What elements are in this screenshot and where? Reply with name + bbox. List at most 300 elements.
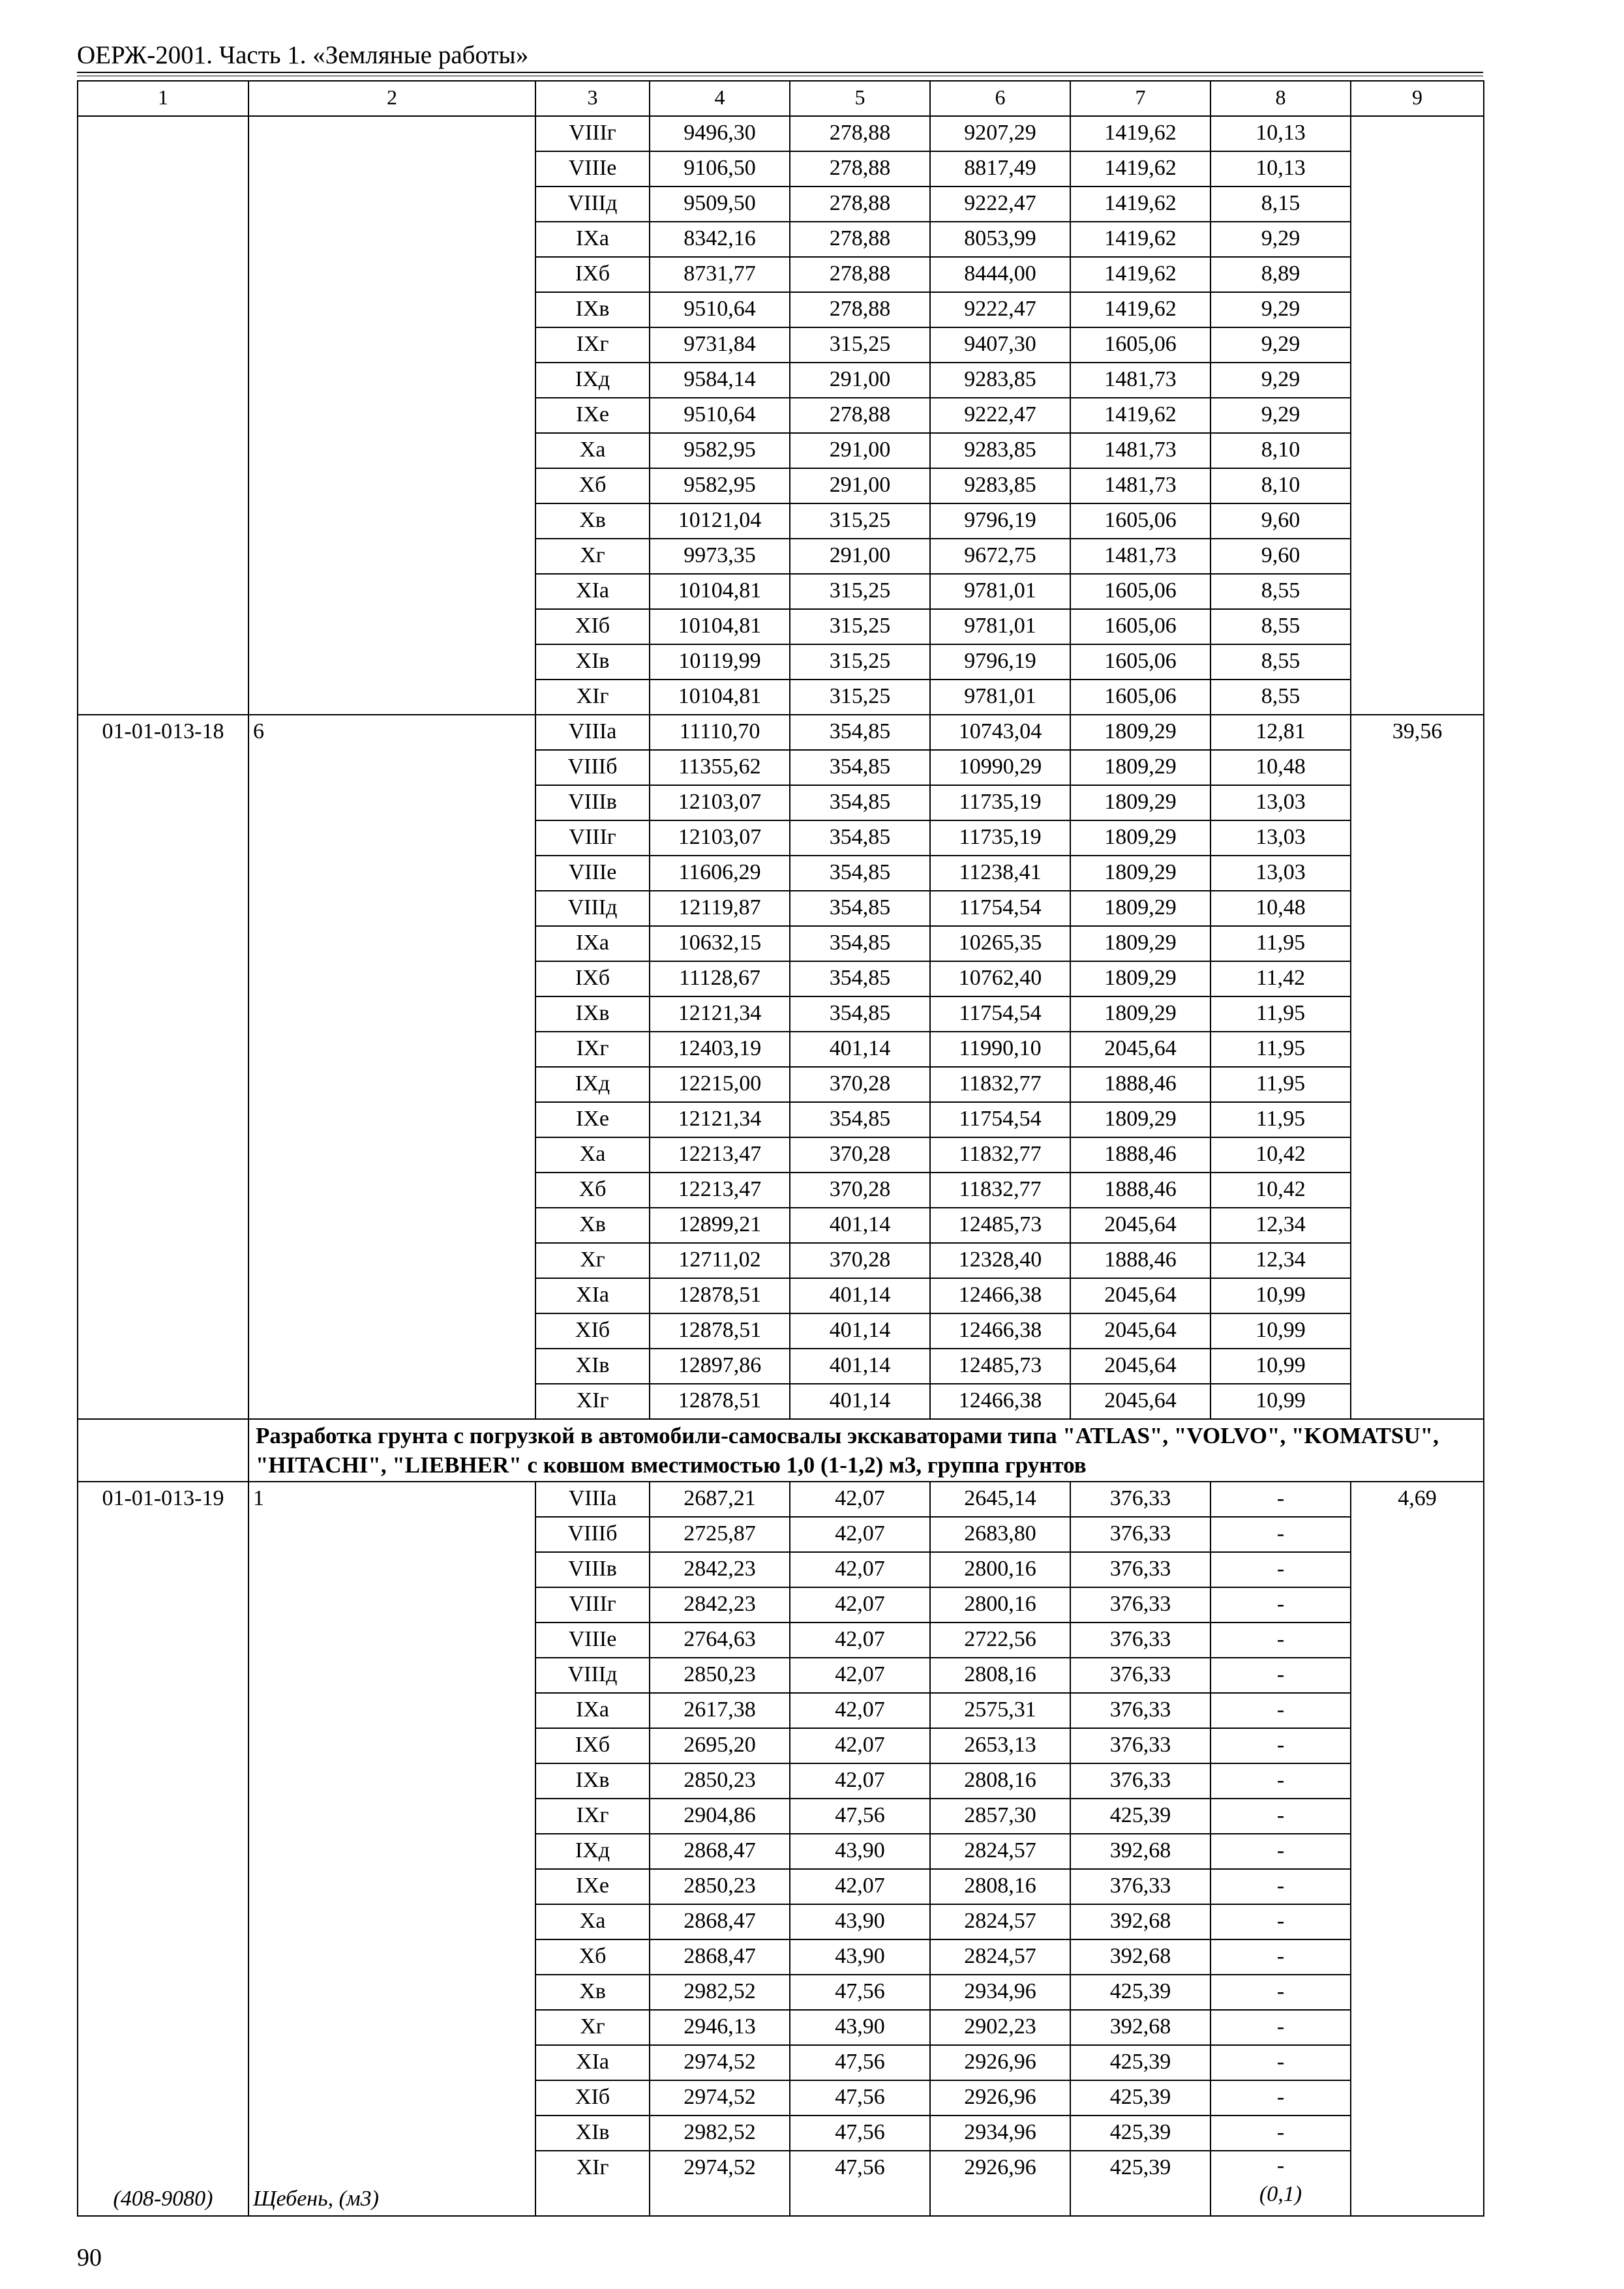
value-cell: 2982,52 (650, 2116, 790, 2151)
column-number: 2 (248, 81, 535, 116)
value-cell: 10,42 (1210, 1173, 1351, 1208)
value-cell: 9283,85 (930, 433, 1070, 468)
value-cell: 1809,29 (1070, 715, 1210, 750)
soil-group: VIIIв (535, 785, 650, 820)
value-cell: 12215,00 (650, 1067, 790, 1102)
value-cell: 2974,52 (650, 2080, 790, 2116)
value-cell: 9509,50 (650, 187, 790, 222)
value-cell: 1888,46 (1070, 1137, 1210, 1173)
value-cell: 315,25 (790, 644, 930, 680)
value-cell: 11754,54 (930, 1102, 1070, 1137)
soil-group: Xа (535, 1137, 650, 1173)
col9-value (1351, 116, 1484, 715)
rate-number: 6 (248, 715, 535, 1419)
soil-group: XIв (535, 1349, 650, 1384)
value-cell: 42,07 (790, 1693, 930, 1728)
soil-group: Xб (535, 1939, 650, 1975)
value-cell: 8817,49 (930, 151, 1070, 187)
value-cell: 12403,19 (650, 1032, 790, 1067)
value-cell: - (1210, 1658, 1351, 1693)
value-cell: 1605,06 (1070, 327, 1210, 363)
value-cell: 10,99 (1210, 1384, 1351, 1419)
column-number: 3 (535, 81, 650, 116)
value-cell: 425,39 (1070, 2045, 1210, 2080)
value-cell: 9,29 (1210, 363, 1351, 398)
value-cell: 278,88 (790, 222, 930, 257)
value-cell: - (1210, 1799, 1351, 1834)
value-cell: 47,56 (790, 2080, 930, 2116)
value-cell: 13,03 (1210, 856, 1351, 891)
rate-number (248, 116, 535, 715)
value-cell: 1605,06 (1070, 644, 1210, 680)
value-cell (1210, 2151, 1351, 2216)
value-cell: 9496,30 (650, 116, 790, 151)
soil-group: VIIIа (535, 715, 650, 750)
value-cell: 2902,23 (930, 2010, 1070, 2045)
value-cell: 42,07 (790, 1482, 930, 1517)
value-cell: 2722,56 (930, 1623, 1070, 1658)
value-cell: 278,88 (790, 187, 930, 222)
value-cell: 12466,38 (930, 1313, 1070, 1349)
soil-group: Xб (535, 1173, 650, 1208)
value-cell: 2850,23 (650, 1869, 790, 1904)
value-cell: 315,25 (790, 503, 930, 539)
value-cell: 1809,29 (1070, 926, 1210, 961)
value-cell: 9222,47 (930, 292, 1070, 327)
value-cell: 12,34 (1210, 1208, 1351, 1243)
soil-group: VIIIб (535, 750, 650, 785)
value-cell: 315,25 (790, 609, 930, 644)
value-cell: 12878,51 (650, 1313, 790, 1349)
soil-group: XIа (535, 2045, 650, 2080)
value-cell: 11606,29 (650, 856, 790, 891)
value-cell: 1419,62 (1070, 222, 1210, 257)
value-cell: - (1210, 1552, 1351, 1587)
soil-group: IXа (535, 1693, 650, 1728)
value-cell: 43,90 (790, 1834, 930, 1869)
value-cell: 10,99 (1210, 1349, 1351, 1384)
value-cell: 1419,62 (1070, 151, 1210, 187)
value-cell: 315,25 (790, 680, 930, 715)
value-cell: - (1210, 1728, 1351, 1763)
value-cell: 10,48 (1210, 750, 1351, 785)
soil-group: XIв (535, 2116, 650, 2151)
value-cell: 12485,73 (930, 1208, 1070, 1243)
value-cell: 425,39 (1070, 1799, 1210, 1834)
value-cell: 8,55 (1210, 609, 1351, 644)
value-cell: 354,85 (790, 715, 930, 750)
value-cell: 47,56 (790, 1799, 930, 1834)
value-cell: 11754,54 (930, 891, 1070, 926)
value-cell: 9584,14 (650, 363, 790, 398)
value-cell: 43,90 (790, 1939, 930, 1975)
value-cell: 11355,62 (650, 750, 790, 785)
value-cell: 1809,29 (1070, 961, 1210, 996)
soil-group: VIIIе (535, 151, 650, 187)
value-cell: 9222,47 (930, 398, 1070, 433)
value-cell: 9672,75 (930, 539, 1070, 574)
value-cell: 1809,29 (1070, 820, 1210, 856)
value-cell: 1809,29 (1070, 996, 1210, 1032)
section-blank (78, 1419, 248, 1482)
value-cell: 10,48 (1210, 891, 1351, 926)
value-cell: 9781,01 (930, 574, 1070, 609)
value-cell: 2824,57 (930, 1939, 1070, 1975)
table-row (78, 1482, 1484, 1517)
value-cell: 12119,87 (650, 891, 790, 926)
soil-group: Xв (535, 1208, 650, 1243)
column-numbers-row (78, 81, 1484, 116)
value-cell: 1419,62 (1070, 257, 1210, 292)
value-cell: 8,15 (1210, 187, 1351, 222)
value-cell: 10104,81 (650, 574, 790, 609)
value-cell: 43,90 (790, 1904, 930, 1939)
value-cell: 401,14 (790, 1313, 930, 1349)
value-cell: 42,07 (790, 1728, 930, 1763)
value-cell: 1419,62 (1070, 398, 1210, 433)
value-cell: 11832,77 (930, 1067, 1070, 1102)
value-cell: 2842,23 (650, 1552, 790, 1587)
value-cell: 42,07 (790, 1517, 930, 1552)
value-cell: - (1210, 1623, 1351, 1658)
value-cell: 12213,47 (650, 1173, 790, 1208)
value-cell: 11,42 (1210, 961, 1351, 996)
soil-group: XIг (535, 1384, 650, 1419)
soil-group: VIIIг (535, 820, 650, 856)
column-number: 5 (790, 81, 930, 116)
soil-group: XIа (535, 1278, 650, 1313)
value-cell: 47,56 (790, 2045, 930, 2080)
value-cell: - (1210, 1834, 1351, 1869)
value-cell: 1605,06 (1070, 574, 1210, 609)
value-cell: - (1210, 1904, 1351, 1939)
value-cell: 42,07 (790, 1763, 930, 1799)
soil-group: XIв (535, 644, 650, 680)
value-cell: 8,89 (1210, 257, 1351, 292)
material-qty: (0,1) (1259, 2182, 1302, 2206)
value-cell: 354,85 (790, 996, 930, 1032)
value-cell: 2653,13 (930, 1728, 1070, 1763)
value-cell: 12121,34 (650, 996, 790, 1032)
value-cell: 278,88 (790, 257, 930, 292)
value-cell: 392,68 (1070, 1939, 1210, 1975)
value-cell: 401,14 (790, 1349, 930, 1384)
value-cell: 9781,01 (930, 609, 1070, 644)
column-number: 7 (1070, 81, 1210, 116)
value-cell: 2617,38 (650, 1693, 790, 1728)
value-cell: 1605,06 (1070, 680, 1210, 715)
value-cell: 9973,35 (650, 539, 790, 574)
value-cell: 42,07 (790, 1552, 930, 1587)
value-cell: 1888,46 (1070, 1173, 1210, 1208)
value-cell: 1481,73 (1070, 363, 1210, 398)
value-cell: 11,95 (1210, 926, 1351, 961)
value-cell: 2850,23 (650, 1763, 790, 1799)
value-cell: 9582,95 (650, 433, 790, 468)
value-cell: 2824,57 (930, 1904, 1070, 1939)
value-cell: 401,14 (790, 1208, 930, 1243)
value-cell: 401,14 (790, 1032, 930, 1067)
value-cell: 2934,96 (930, 1975, 1070, 2010)
value-cell: 42,07 (790, 1623, 930, 1658)
soil-group: VIIIа (535, 1482, 650, 1517)
page-header: ОЕРЖ-2001. Часть 1. «Земляные работы» (77, 41, 529, 69)
value-cell: 354,85 (790, 961, 930, 996)
soil-group: IXг (535, 1032, 650, 1067)
value-cell: 376,33 (1070, 1482, 1210, 1517)
value-cell: 12878,51 (650, 1278, 790, 1313)
value-cell: 9510,64 (650, 292, 790, 327)
rate-code: 01-01-013-18 (78, 715, 248, 1419)
soil-group: XIг (535, 2151, 650, 2216)
value-cell: 1809,29 (1070, 1102, 1210, 1137)
table-row (78, 2151, 1484, 2216)
value-cell: 376,33 (1070, 1552, 1210, 1587)
value-cell: 278,88 (790, 116, 930, 151)
column-number: 4 (650, 81, 790, 116)
value-cell: 10265,35 (930, 926, 1070, 961)
value-cell: 12466,38 (930, 1384, 1070, 1419)
soil-group: VIIIб (535, 1517, 650, 1552)
value-cell: 9,60 (1210, 539, 1351, 574)
value-cell: 11128,67 (650, 961, 790, 996)
value-cell: 10104,81 (650, 680, 790, 715)
value-cell: 370,28 (790, 1137, 930, 1173)
value-cell: 2645,14 (930, 1482, 1070, 1517)
value-cell: 12466,38 (930, 1278, 1070, 1313)
soil-group: IXб (535, 1728, 650, 1763)
value-cell: 11754,54 (930, 996, 1070, 1032)
value-cell: 10,99 (1210, 1278, 1351, 1313)
value-cell: 9283,85 (930, 468, 1070, 503)
value-cell: 12328,40 (930, 1243, 1070, 1278)
column-number: 8 (1210, 81, 1351, 116)
value-cell: 11,95 (1210, 1102, 1351, 1137)
value-cell: 9,60 (1210, 503, 1351, 539)
value-cell: 2926,96 (930, 2045, 1070, 2080)
soil-group: IXд (535, 1067, 650, 1102)
value-cell: 2045,64 (1070, 1349, 1210, 1384)
soil-group: Xа (535, 1904, 650, 1939)
value-cell: 2800,16 (930, 1552, 1070, 1587)
value-cell: 9796,19 (930, 503, 1070, 539)
value-cell: 376,33 (1070, 1623, 1210, 1658)
soil-group: Xг (535, 1243, 650, 1278)
soil-group: IXв (535, 1763, 650, 1799)
value-cell: 376,33 (1070, 1728, 1210, 1763)
value-cell: - (1210, 1482, 1351, 1517)
value-cell: 12897,86 (650, 1349, 790, 1384)
value-cell: 9781,01 (930, 680, 1070, 715)
value-cell: 42,07 (790, 1869, 930, 1904)
soil-group: IXд (535, 363, 650, 398)
value-cell: 2868,47 (650, 1834, 790, 1869)
value-cell: 1888,46 (1070, 1243, 1210, 1278)
value-cell: 354,85 (790, 750, 930, 785)
value-cell: 9106,50 (650, 151, 790, 187)
value-cell: 425,39 (1070, 2151, 1210, 2216)
value-cell: 401,14 (790, 1384, 930, 1419)
value-cell: 12103,07 (650, 820, 790, 856)
soil-group: VIIIд (535, 187, 650, 222)
value-cell: 2045,64 (1070, 1384, 1210, 1419)
value-cell: 370,28 (790, 1243, 930, 1278)
value-cell: 2904,86 (650, 1799, 790, 1834)
value-cell: 278,88 (790, 151, 930, 187)
value-cell: 354,85 (790, 785, 930, 820)
rate-number: 1 (248, 1482, 535, 2151)
value-cell: 354,85 (790, 1102, 930, 1137)
soil-group: VIIIд (535, 891, 650, 926)
value-cell: 10119,99 (650, 644, 790, 680)
soil-group: IXг (535, 327, 650, 363)
value-cell: 12103,07 (650, 785, 790, 820)
value-cell: 12,34 (1210, 1243, 1351, 1278)
value-cell: - (1210, 2116, 1351, 2151)
value-cell: 2808,16 (930, 1658, 1070, 1693)
value-cell: 9,29 (1210, 327, 1351, 363)
value-cell: 315,25 (790, 574, 930, 609)
soil-group: IXв (535, 996, 650, 1032)
soil-group: XIб (535, 609, 650, 644)
value-cell: 12121,34 (650, 1102, 790, 1137)
value-cell: 1481,73 (1070, 539, 1210, 574)
value-cell: 8,55 (1210, 644, 1351, 680)
value-cell: 10743,04 (930, 715, 1070, 750)
value-cell: 11,95 (1210, 1032, 1351, 1067)
value-cell: 1605,06 (1070, 609, 1210, 644)
value-cell: 9,29 (1210, 292, 1351, 327)
value-cell: 12899,21 (650, 1208, 790, 1243)
value-cell: 2926,96 (930, 2151, 1070, 2216)
value-cell: 278,88 (790, 292, 930, 327)
column-number: 1 (78, 81, 248, 116)
soil-group: IXа (535, 222, 650, 257)
value-cell: 8342,16 (650, 222, 790, 257)
value-cell: 10104,81 (650, 609, 790, 644)
soil-group: VIIIг (535, 1587, 650, 1623)
value-cell: 401,14 (790, 1278, 930, 1313)
soil-group: XIг (535, 680, 650, 715)
soil-group: VIIIе (535, 1623, 650, 1658)
soil-group: XIб (535, 1313, 650, 1349)
value-cell: 11,95 (1210, 1067, 1351, 1102)
column-number: 6 (930, 81, 1070, 116)
rate-code: 01-01-013-19 (78, 1482, 248, 2151)
value-cell: 291,00 (790, 539, 930, 574)
value-cell: 1419,62 (1070, 116, 1210, 151)
value-cell: 2824,57 (930, 1834, 1070, 1869)
value-cell: 2725,87 (650, 1517, 790, 1552)
value-cell: 10632,15 (650, 926, 790, 961)
soil-group: IXг (535, 1799, 650, 1834)
value-cell: 2982,52 (650, 1975, 790, 2010)
value-cell: 2045,64 (1070, 1313, 1210, 1349)
value-cell: 11110,70 (650, 715, 790, 750)
value-cell: 10762,40 (930, 961, 1070, 996)
value-cell: 392,68 (1070, 1834, 1210, 1869)
value-cell: 11735,19 (930, 785, 1070, 820)
value-cell: 2800,16 (930, 1587, 1070, 1623)
value-cell: 2868,47 (650, 1904, 790, 1939)
soil-group: Xг (535, 539, 650, 574)
value-cell: 1419,62 (1070, 292, 1210, 327)
value-cell: 425,39 (1070, 1975, 1210, 2010)
value-cell: 2045,64 (1070, 1278, 1210, 1313)
value-cell: 2045,64 (1070, 1032, 1210, 1067)
value-cell: 10990,29 (930, 750, 1070, 785)
value-cell: 425,39 (1070, 2116, 1210, 2151)
value-cell: 8,10 (1210, 433, 1351, 468)
value-cell: 2842,23 (650, 1587, 790, 1623)
value-cell: 354,85 (790, 926, 930, 961)
value-cell: 2764,63 (650, 1623, 790, 1658)
soil-group: IXа (535, 926, 650, 961)
value-cell: 8,55 (1210, 574, 1351, 609)
value-cell: - (1210, 1869, 1351, 1904)
soil-group: IXд (535, 1834, 650, 1869)
value-cell: 2850,23 (650, 1658, 790, 1693)
value-cell: 2974,52 (650, 2045, 790, 2080)
value-cell: 376,33 (1070, 1869, 1210, 1904)
value-cell: 370,28 (790, 1067, 930, 1102)
soil-group: VIIIв (535, 1552, 650, 1587)
value-cell: 8731,77 (650, 257, 790, 292)
value-cell: 354,85 (790, 856, 930, 891)
value-cell: 11832,77 (930, 1173, 1070, 1208)
value-cell: 9207,29 (930, 116, 1070, 151)
soil-group: VIIIе (535, 856, 650, 891)
value-cell: 376,33 (1070, 1517, 1210, 1552)
value-cell: 2934,96 (930, 2116, 1070, 2151)
soil-group: IXе (535, 398, 650, 433)
soil-group: Xб (535, 468, 650, 503)
value-cell: 12485,73 (930, 1349, 1070, 1384)
soil-group: Xв (535, 503, 650, 539)
value-cell: 2946,13 (650, 2010, 790, 2045)
soil-group: Xв (535, 1975, 650, 2010)
value-cell: 8053,99 (930, 222, 1070, 257)
value-cell: 291,00 (790, 468, 930, 503)
section-title: Разработка грунта с погрузкой в автомобили-самосвалы экскаваторами типа "ATLAS", "VOLVO", "KOMATSU", "HITACHI", "LIEBHER" с ковшом вместимостью 1,0 (1-1,2) м3, группа грунтов (248, 1419, 1484, 1482)
value-cell: 425,39 (1070, 2080, 1210, 2116)
value-cell: - (1210, 2080, 1351, 2116)
value-cell: 376,33 (1070, 1693, 1210, 1728)
value-cell: 1888,46 (1070, 1067, 1210, 1102)
value-cell: 47,56 (790, 2116, 930, 2151)
value-cell: 376,33 (1070, 1658, 1210, 1693)
soil-group: IXб (535, 961, 650, 996)
value-cell: 9283,85 (930, 363, 1070, 398)
rates-table (77, 80, 1484, 2217)
value-cell: 9222,47 (930, 187, 1070, 222)
soil-group: VIIIг (535, 116, 650, 151)
soil-group: Xа (535, 433, 650, 468)
value-cell: 8,55 (1210, 680, 1351, 715)
material-code: (408-9080) (78, 2151, 248, 2216)
value-cell: 392,68 (1070, 1904, 1210, 1939)
value-cell: 9731,84 (650, 327, 790, 363)
soil-group: IXе (535, 1869, 650, 1904)
value-cell: 9,29 (1210, 398, 1351, 433)
value-cell: 2683,80 (930, 1517, 1070, 1552)
value-cell: - (1210, 2010, 1351, 2045)
value-cell: 2974,52 (650, 2151, 790, 2216)
value-cell: - (1210, 1763, 1351, 1799)
value-cell: 9510,64 (650, 398, 790, 433)
value-cell: 1605,06 (1070, 503, 1210, 539)
value-cell: 1809,29 (1070, 856, 1210, 891)
